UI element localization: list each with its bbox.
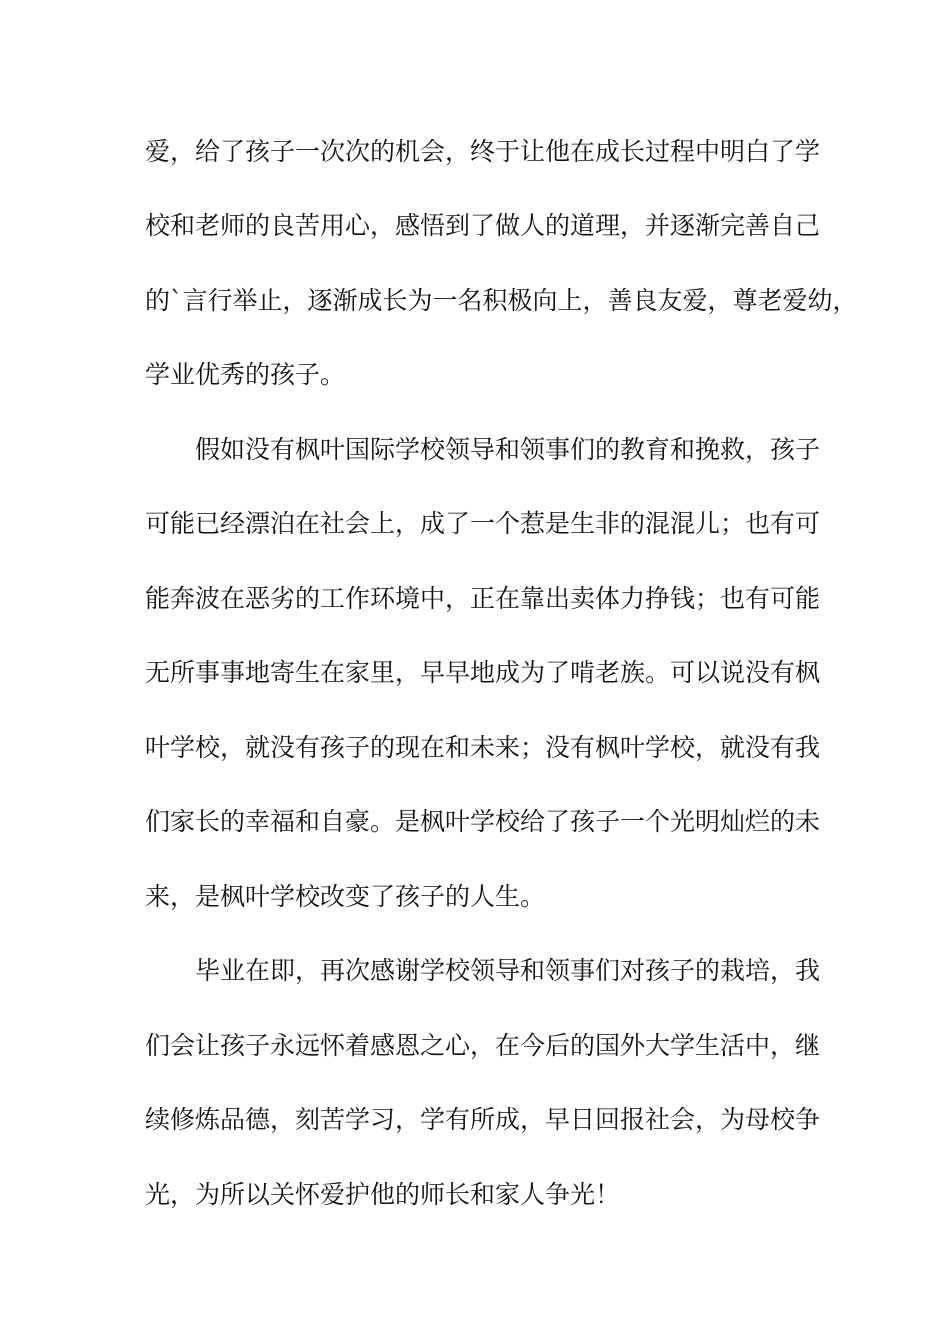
paragraph-3-line-3: 续修炼品德，刻苦学习，学有所成，早日回报社会，为母校争 (145, 1105, 821, 1134)
paragraph-2-line-1: 假如没有枫叶国际学校领导和领事们的教育和挽救，孩子 (195, 435, 821, 464)
paragraph-1-line-1: 爱，给了孩子一次次的机会，终于让他在成长过程中明白了学 (145, 137, 821, 166)
paragraph-3-line-4: 光，为所以关怀爱护他的师长和家人争光！ (145, 1180, 621, 1209)
paragraph-3-line-1: 毕业在即，再次感谢学校领导和领事们对孩子的栽培，我 (195, 956, 821, 985)
paragraph-2-line-3: 能奔波在恶劣的工作环境中，正在靠出卖体力挣钱；也有可能 (145, 584, 821, 613)
paragraph-1-line-3: 的`言行举止，逐渐成长为一名积极向上，善良友爱，尊老爱幼， (145, 286, 858, 315)
paragraph-3-line-2: 们会让孩子永远怀着感恩之心，在今后的国外大学生活中，继 (145, 1031, 821, 1060)
paragraph-1-line-2: 校和老师的良苦用心，感悟到了做人的道理，并逐渐完善自己 (145, 211, 821, 240)
paragraph-1-line-4: 学业优秀的孩子。 (145, 360, 346, 389)
paragraph-2-line-2: 可能已经漂泊在社会上，成了一个惹是生非的混混儿；也有可 (145, 509, 821, 538)
paragraph-2-line-6: 们家长的幸福和自豪。是枫叶学校给了孩子一个光明灿烂的未 (145, 807, 821, 836)
paragraph-2-line-7: 来，是枫叶学校改变了孩子的人生。 (145, 882, 546, 911)
paragraph-2-line-4: 无所事事地寄生在家里，早早地成为了啃老族。可以说没有枫 (145, 658, 821, 687)
paragraph-2-line-5: 叶学校，就没有孩子的现在和未来；没有枫叶学校，就没有我 (145, 733, 821, 762)
